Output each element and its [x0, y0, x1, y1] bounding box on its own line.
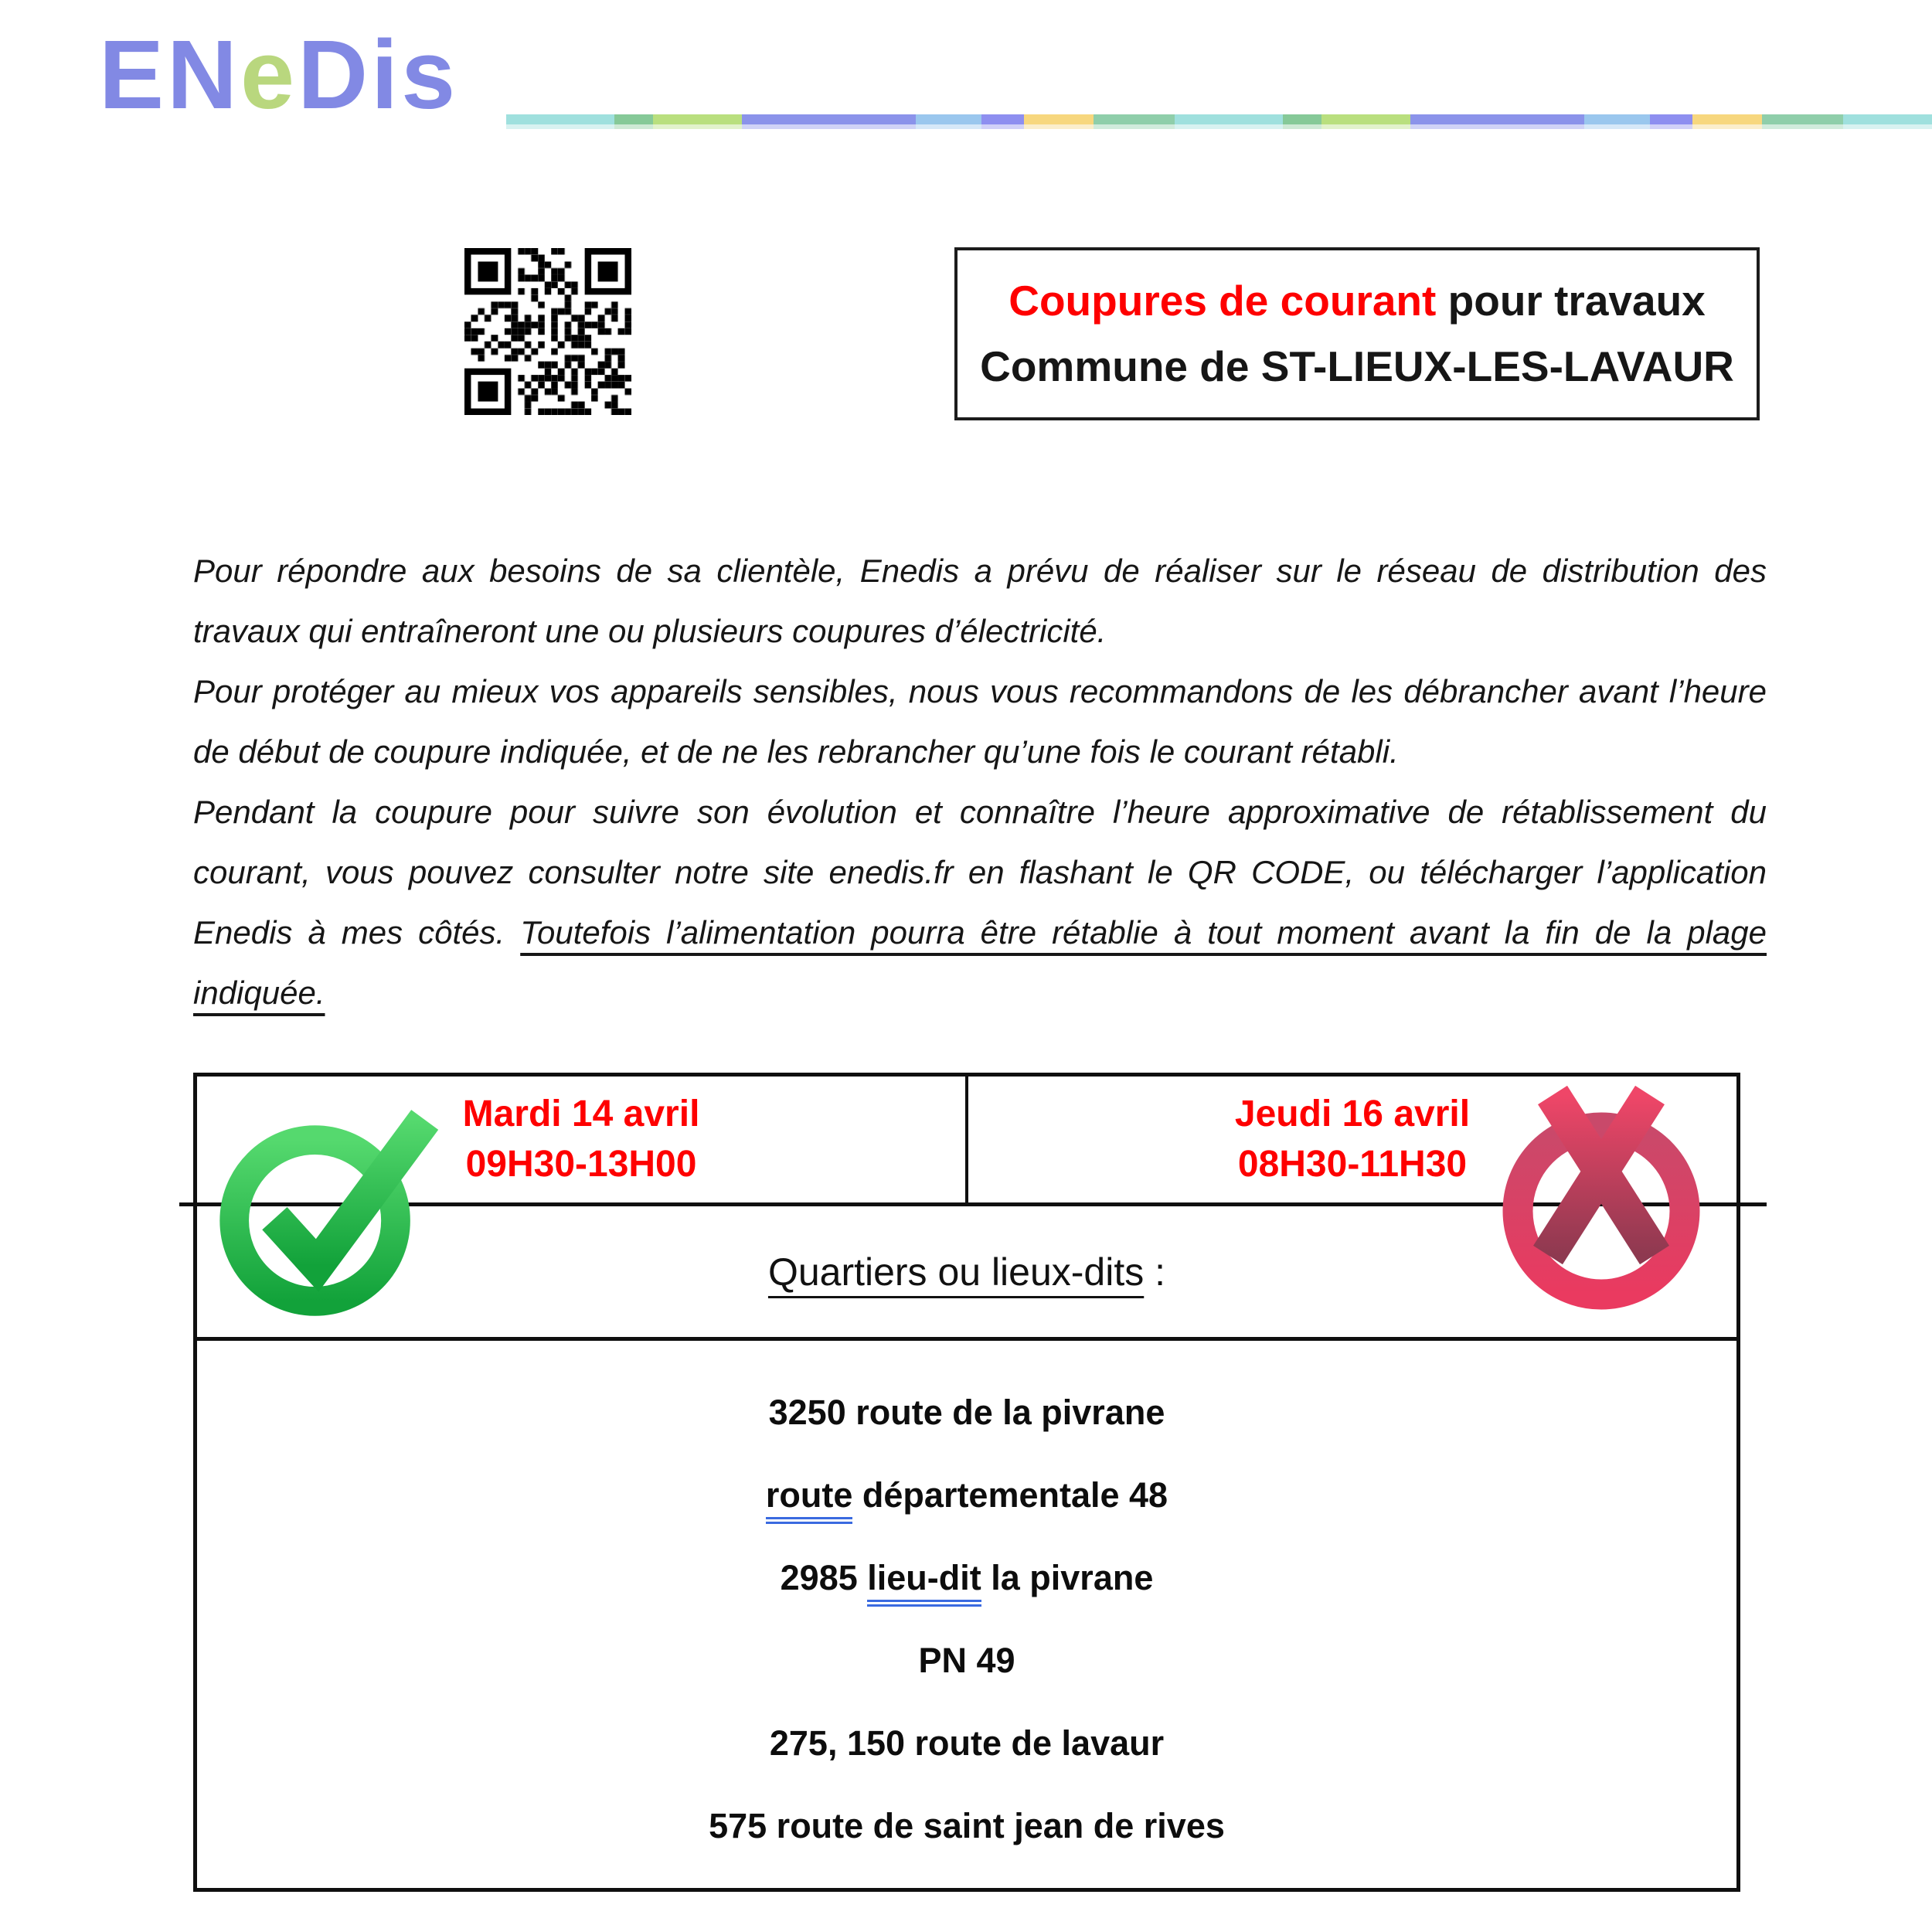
stripe-segment	[1843, 114, 1932, 124]
stripe-segment	[1584, 124, 1650, 129]
address-text: 275, 150 route de lavaur	[769, 1723, 1165, 1763]
title-black-part: pour travaux	[1436, 277, 1706, 325]
intro-paragraph-2: Pour protéger au mieux vos appareils sensibles, nous vous recommandons de les débrancher avant l’heure de début de coupure indiquée, et de ne les rebrancher qu’une fois le courant rétabli.	[193, 673, 1767, 770]
logo-part-blue-2: Dis	[298, 20, 459, 129]
notice-subtitle: Commune de ST-LIEUX-LES-LAVAUR	[980, 342, 1734, 390]
stripe-segment	[1094, 124, 1175, 129]
intro-paragraph-3-normal: Pendant la coupure pour suivre son évolution et connaître l’heure approximative de rétablissement du courant, vous pouvez consulter notre site enedis.fr en flashant le QR CODE, ou télécharger l’application Enedis à mes côtés.	[193, 794, 1767, 951]
enedis-logo	[99, 20, 459, 129]
schedule-date-right: Jeudi 16 avril	[1234, 1094, 1471, 1134]
qr-code	[464, 248, 631, 415]
stripe-segment	[1692, 124, 1762, 129]
stripe-segment	[506, 114, 614, 124]
divider-tick-left	[179, 1202, 196, 1206]
stripe-segment	[742, 124, 916, 129]
stripe-segment	[1843, 124, 1932, 129]
address-text: 2985	[780, 1558, 868, 1597]
stripe-segment	[1175, 124, 1283, 129]
stripe-segment	[1321, 124, 1410, 129]
stripe-segment	[1692, 114, 1762, 124]
intro-text	[193, 541, 1767, 1023]
logo-part-blue-1: EN	[99, 20, 241, 129]
intro-paragraph-3-underlined: Toutefois l’alimentation pourra être rétablie à tout moment avant la fin de la plage indiquée.	[193, 914, 1767, 1011]
intro-paragraph-1: Pour répondre aux besoins de sa clientèle, Enedis a prévu de réaliser sur le réseau de distribution des travaux qui entraîneront une ou plusieurs coupures d’électricité.	[193, 553, 1767, 649]
divider-tick-right	[1739, 1202, 1767, 1206]
title-red-part: Coupures de courant	[1009, 277, 1437, 325]
qr-code-image	[464, 248, 631, 415]
stripe-segment	[1410, 114, 1584, 124]
stripe-segment	[742, 114, 916, 124]
stripe-segment	[981, 124, 1024, 129]
intro-paragraph-3	[193, 782, 1767, 1023]
stripe-segment	[1321, 114, 1410, 124]
stripe-segment	[1283, 114, 1321, 124]
stripe-segment	[1650, 124, 1692, 129]
address-line	[197, 1808, 1736, 1843]
stripe-segment	[1024, 114, 1094, 124]
stripe-segment	[1175, 114, 1283, 124]
stripe-segment	[1410, 124, 1584, 129]
stripe-segment	[653, 114, 742, 124]
notice-title-line	[1009, 277, 1706, 325]
stripe-segment	[1024, 124, 1094, 129]
grammar-marked-text: lieu-dit	[867, 1558, 981, 1607]
address-line	[197, 1723, 1736, 1763]
brand-color-stripe	[506, 114, 1932, 124]
address-text: 3250 route de la pivrane	[768, 1393, 1165, 1432]
address-line	[197, 1475, 1736, 1515]
notice-title-box	[954, 247, 1760, 420]
brand-color-stripe-shadow	[506, 124, 1932, 129]
stripe-segment	[1584, 114, 1650, 124]
stripe-segment	[506, 124, 614, 129]
address-line	[197, 1643, 1736, 1678]
section-heading-colon: :	[1144, 1250, 1166, 1294]
grammar-marked-text: route	[766, 1475, 853, 1524]
stripe-segment	[981, 114, 1024, 124]
stripe-segment	[916, 124, 981, 129]
address-text: la pivrane	[981, 1558, 1154, 1597]
stripe-segment	[1094, 114, 1175, 124]
stripe-segment	[916, 114, 981, 124]
section-heading-label: Quartiers ou lieux-dits	[767, 1250, 1145, 1294]
schedule-time-right: 08H30-11H30	[1237, 1144, 1468, 1185]
address-text: départementale 48	[852, 1475, 1168, 1515]
logo-part-green: e	[240, 20, 298, 129]
stripe-segment	[1762, 124, 1843, 129]
address-line	[197, 1395, 1736, 1430]
check-circle-icon	[216, 1093, 440, 1326]
x-circle-icon	[1485, 1079, 1717, 1320]
schedule-time-left: 09H30-13H00	[465, 1144, 697, 1185]
stripe-segment	[1283, 124, 1321, 129]
address-text: 575 route de saint jean de rives	[709, 1806, 1225, 1845]
address-text: PN 49	[918, 1641, 1015, 1680]
stripe-segment	[1650, 114, 1692, 124]
stripe-segment	[653, 124, 742, 129]
stripe-segment	[1762, 114, 1843, 124]
stripe-segment	[614, 114, 653, 124]
schedule-date-left: Mardi 14 avril	[462, 1094, 700, 1134]
stripe-segment	[614, 124, 653, 129]
address-line	[197, 1560, 1736, 1595]
address-list	[197, 1341, 1736, 1897]
